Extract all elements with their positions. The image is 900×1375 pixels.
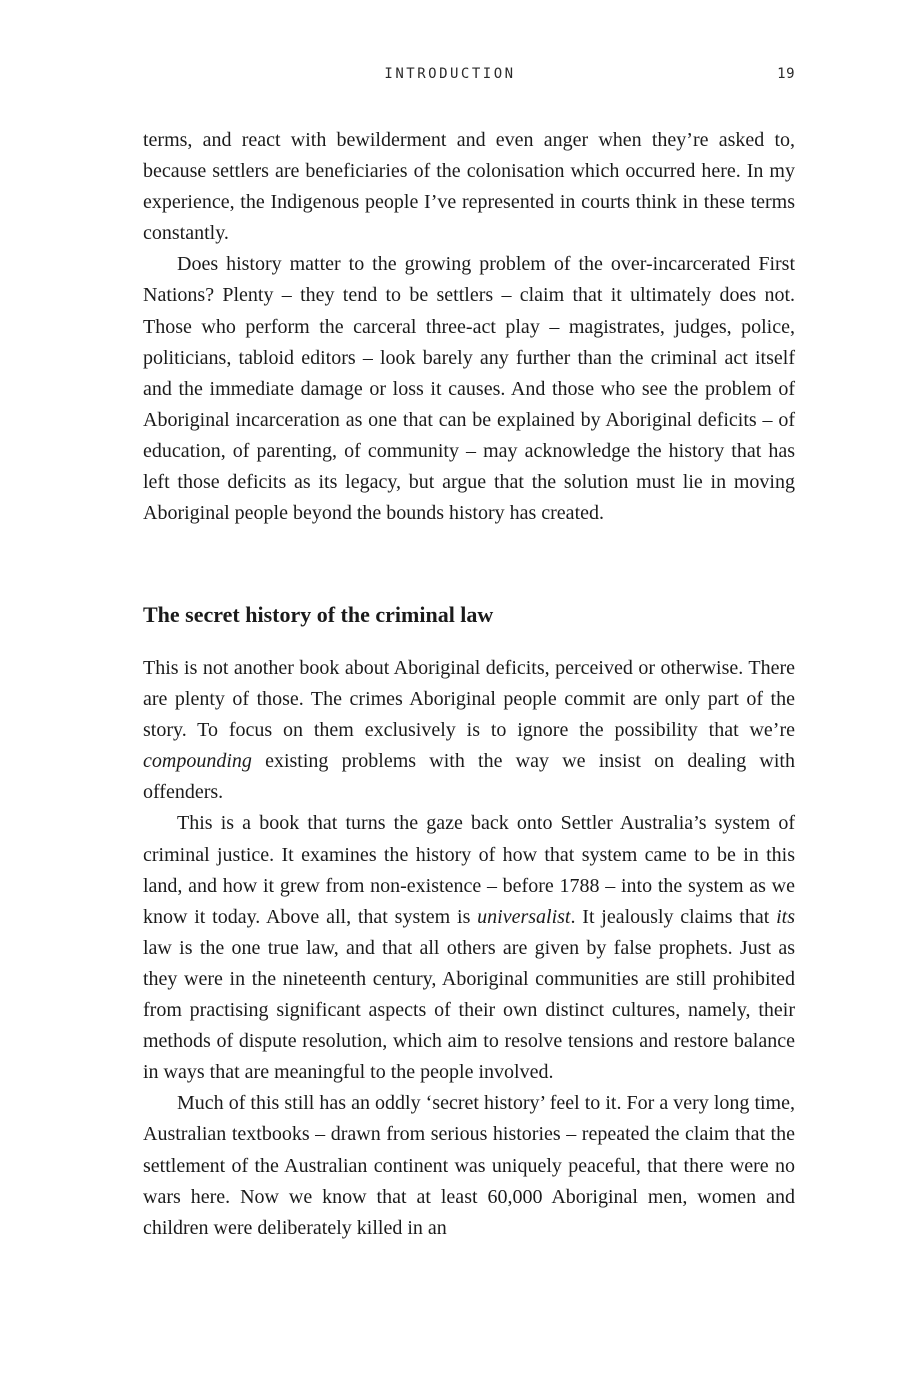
paragraph-text: Does history matter to the growing problem of the over-incarcerated First Nations? Plenty – they tend to be settlers – claim that it ultimately does not. Those who perform the carceral three-act play – magistrates, judges, police, politicians, tabloid editors – look barely any further than the criminal act itself and the immediate damage or loss it causes. And those who see the problem of Aboriginal incarceration as one that can be explained by Aboriginal deficits – of education, of parenting, of community – may acknowledge the history that has left those deficits as its legacy, but argue that the solution must lie in moving Aboriginal people beyond the bounds history has created. [143,253,795,525]
emphasis-text: compounding [143,750,252,773]
paragraph-text: law is the one true law, and that all others are given by false prophets. Just as they were in the nineteenth century, Aboriginal communities are still prohibited from practising significant aspects of their own distinct cultures, namely, their methods of dispute resolution, which aim to resolve tensions and restore balance in ways that are meaningful to the people involved. [143,936,795,1084]
paragraph-text: This is a book that turns the gaze back onto Settler Australia’s system of criminal justice. It examines the history of how that system came to be in this land, and how it grew from non-existence – before 1788 – into the system as we know it today. Above all, that system is [143,812,795,928]
chapter-title: INTRODUCTION [384,66,516,82]
paragraph-text: existing problems with the way we insist on dealing with offenders. [143,750,795,804]
emphasis-text: its [776,905,795,928]
running-head [0,66,900,90]
paragraph-text: This is not another book about Aboriginal deficits, perceived or otherwise. There are plenty of those. The crimes Aboriginal people commit are only part of the story. To focus on them exclusively is to ignore the possibility that we’re [143,657,795,742]
paragraph [143,653,795,808]
section-heading: The secret history of the criminal law [143,602,494,627]
paragraph-text: Much of this still has an oddly ‘secret history’ feel to it. For a very long time, Australian textbooks – drawn from serious histories – repeated the claim that the settlement of the Australian continent was uniquely peaceful, that there were no wars here. Now we know that at least 60,000 Aboriginal men, women and children were deliberately killed in an [143,1092,795,1239]
page-number: 19 [777,66,795,82]
body-text-top [143,125,795,529]
paragraph-text: terms, and react with bewilderment and even anger when they’re asked to, because settlers are beneficiaries of the colonisation which occurred here. In my experience, the Indigenous people I’ve represented in courts think in these terms constantly. [143,129,795,245]
emphasis-text: universalist [477,905,571,928]
paragraph [143,125,795,249]
paragraph [143,249,795,529]
paragraph-text: . It jealously claims that [570,905,777,928]
paragraph [143,808,795,1088]
body-text-bottom [143,653,795,1244]
paragraph [143,1088,795,1243]
